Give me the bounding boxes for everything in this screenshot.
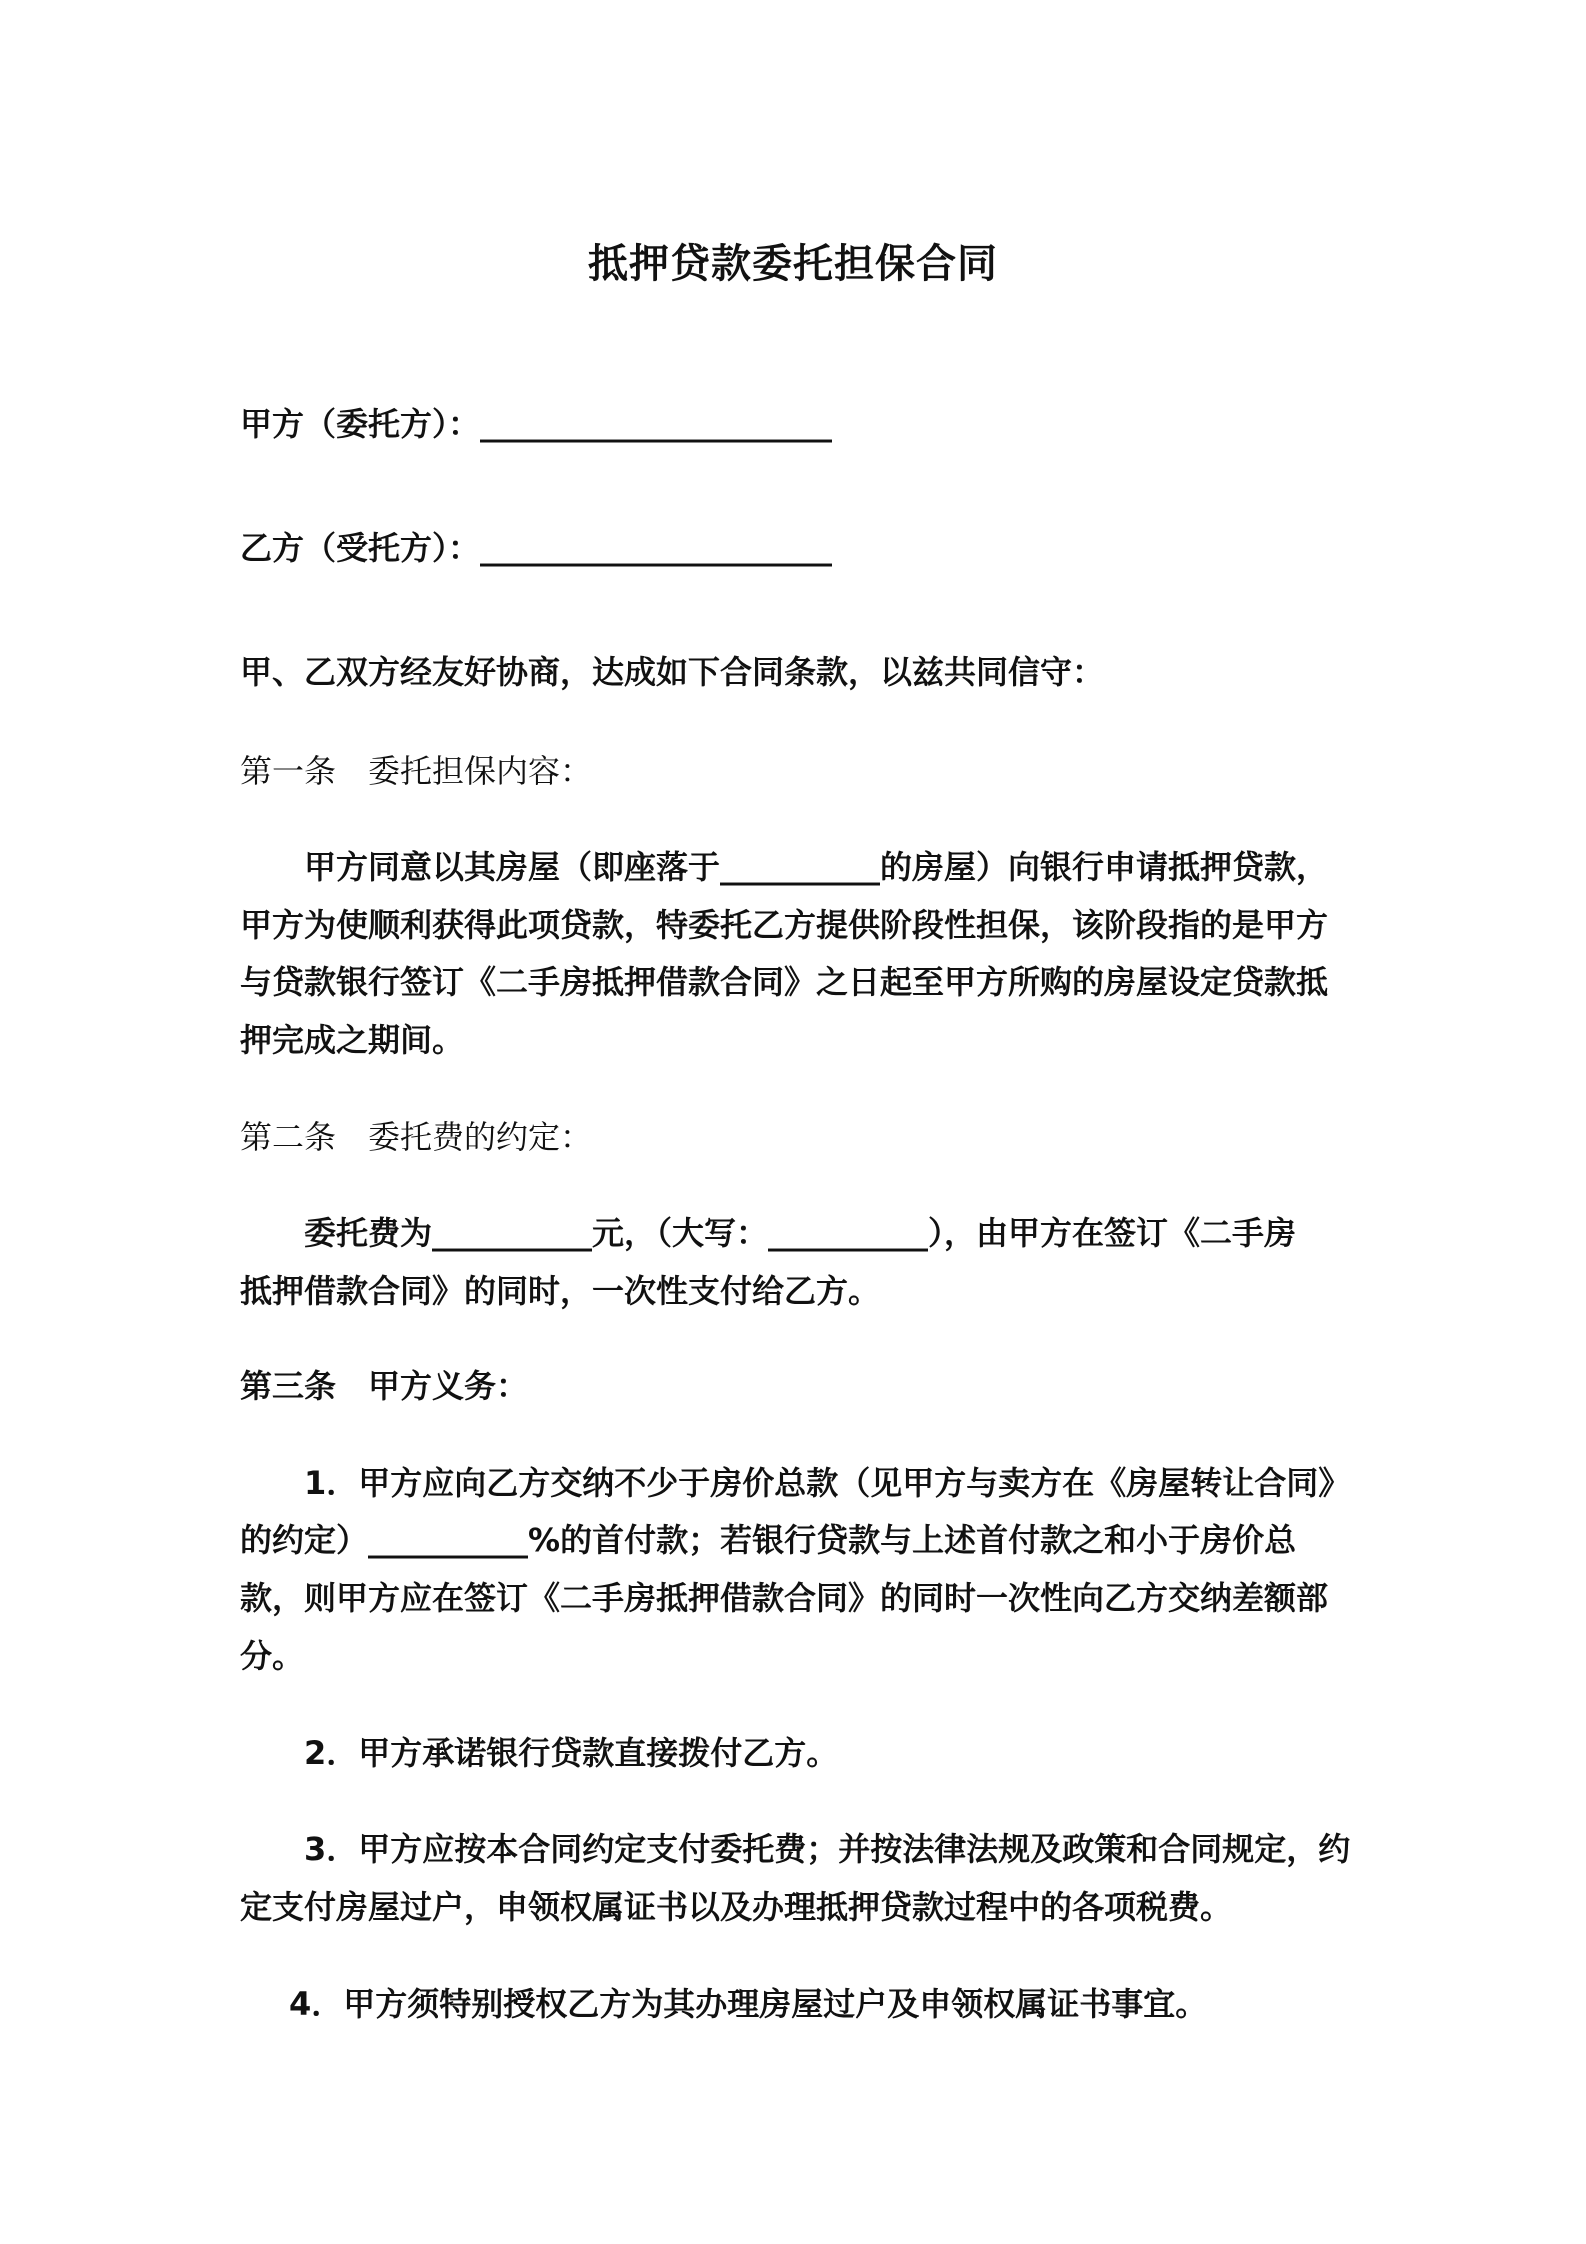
article3-item1-line: 分。: [240, 1637, 305, 1675]
article3-item3-line: 3．甲方应按本合同约定支付委托费；并按法律法规及政策和合同规定，约: [304, 1830, 1351, 1868]
article3-item4: 4．甲方须特别授权乙方为其办理房屋过户及申领权属证书事宜。: [289, 1985, 1208, 2023]
document-title: 抵押贷款委托担保合同: [588, 241, 998, 287]
article2-line: 抵押借款合同》的同时，一次性支付给乙方。: [240, 1272, 881, 1310]
article1-line: 与贷款银行签订《二手房抵押借款合同》之日起至甲方所购的房屋设定贷款抵: [240, 963, 1329, 1001]
preamble: 甲、乙双方经友好协商，达成如下合同条款，以兹共同信守：: [240, 653, 1105, 691]
article3-item1-line: 款，则甲方应在签订《二手房抵押借款合同》的同时一次性向乙方交纳差额部: [240, 1579, 1329, 1617]
article1-line: 甲方为使顺利获得此项贷款，特委托乙方提供阶段性担保，该阶段指的是甲方: [240, 906, 1329, 944]
article1-heading: 第一条 委托担保内容：: [240, 752, 593, 790]
article3-item3-line: 定支付房屋过户，申领权属证书以及办理抵押贷款过程中的各项税费。: [240, 1888, 1233, 1926]
party-a-line: 甲方（委托方）：______________________: [240, 405, 833, 443]
article3-item2: 2．甲方承诺银行贷款直接拨付乙方。: [304, 1734, 839, 1772]
party-b-line: 乙方（受托方）：______________________: [240, 529, 833, 567]
article1-line: 甲方同意以其房屋（即座落于__________的房屋）向银行申请抵押贷款，: [304, 848, 1329, 886]
article2-heading: 第二条 委托费的约定：: [240, 1118, 593, 1156]
article3-item1-line: 的约定）__________%的首付款；若银行贷款与上述首付款之和小于房价总: [240, 1521, 1297, 1559]
article3-item1-line: 1．甲方应向乙方交纳不少于房价总款（见甲方与卖方在《房屋转让合同》: [304, 1464, 1351, 1502]
article2-line: 委托费为__________元，（大写：__________），由甲方在签订《二手房: [304, 1214, 1297, 1252]
article1-line: 押完成之期间。: [240, 1021, 465, 1059]
article3-heading: 第三条 甲方义务：: [240, 1367, 529, 1405]
